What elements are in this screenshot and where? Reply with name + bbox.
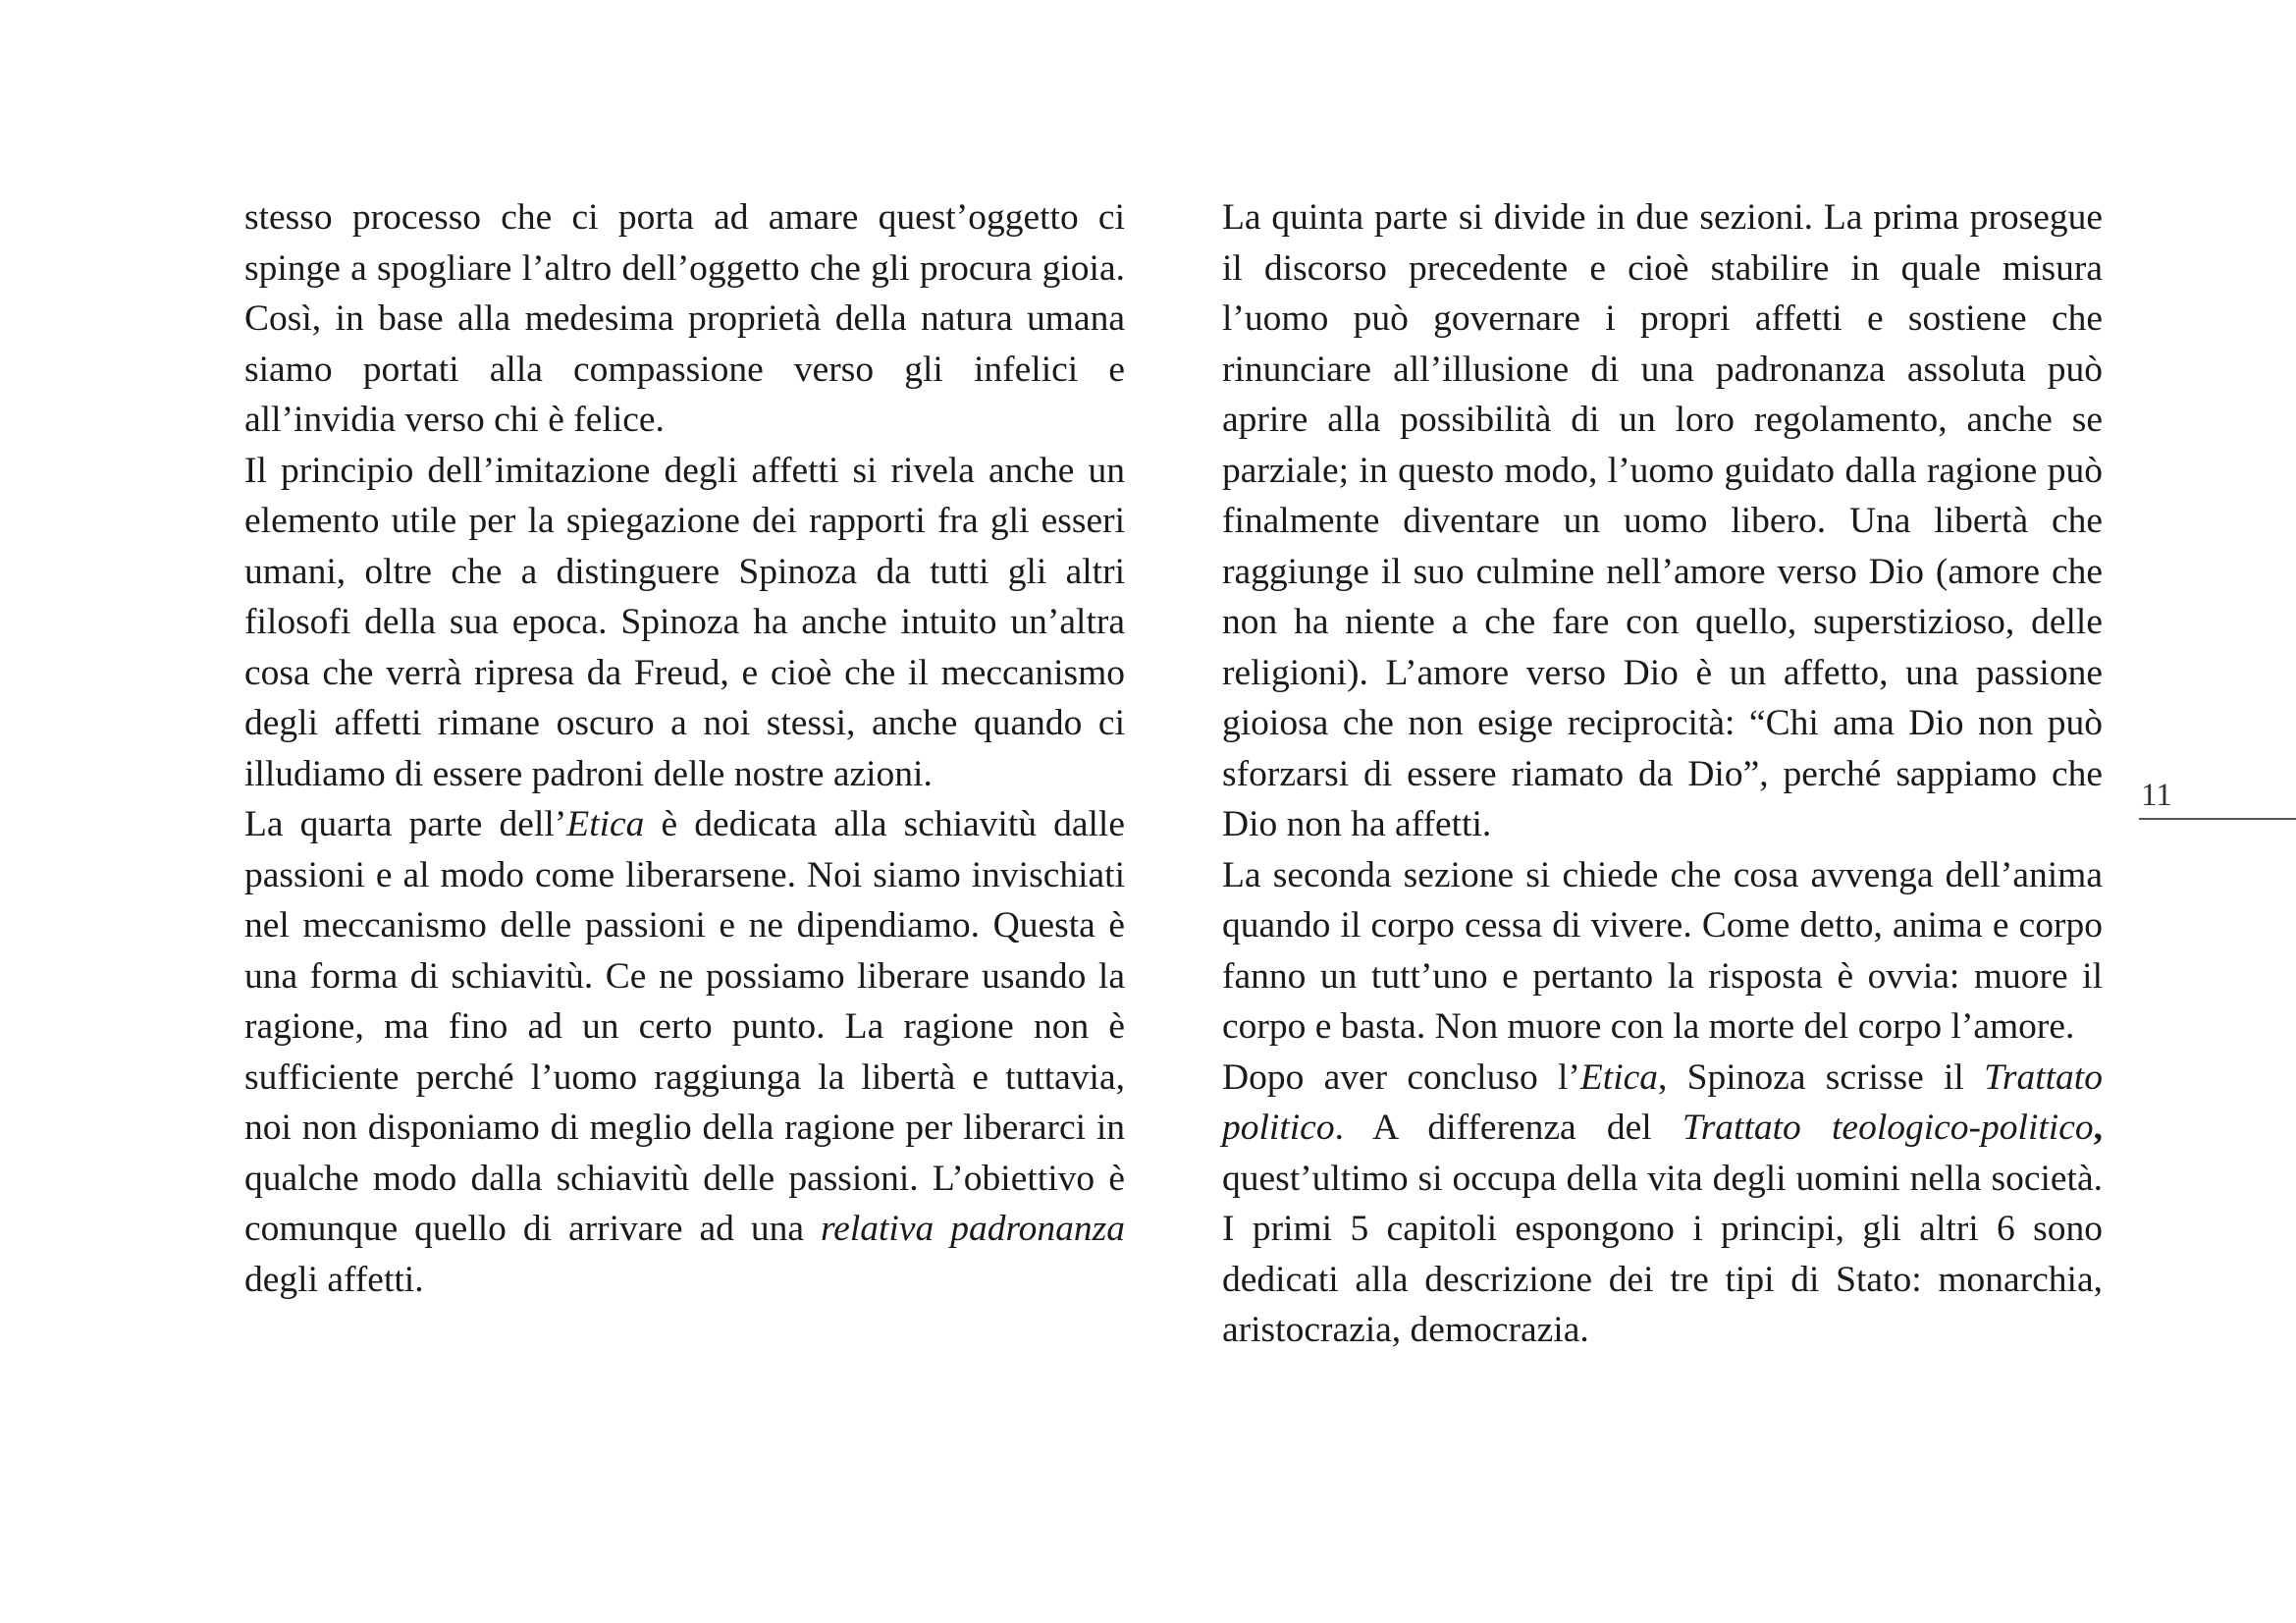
paragraph [1222,1053,2103,1356]
left-column [244,192,1125,1305]
italic-title: Trattato politico [1222,1056,2103,1148]
text-run: , Spinoza scrisse il [1658,1056,1985,1098]
text-run: La quarta parte dell’ [244,804,567,844]
paragraph: La seconda sezione si chiede che cosa avvenga dell’anima quando il corpo cessa di vivere. Come detto, anima e corpo fanno un tutt’uno e pertanto la risposta è ovvia: muore il corpo e basta. Non muore con la morte del corpo l’amore. [1222,854,2103,1047]
bold-comma: , [2093,1108,2103,1148]
page-number: 11 [2141,778,2172,813]
italic-title: Trattato teologico-politico [1682,1108,2094,1148]
page-number-rule [2139,818,2296,820]
text-run: Dopo aver concluso l’ [1222,1056,1580,1098]
paragraph: stesso processo che ci porta ad amare quest’oggetto ci spinge a spogliare l’altro dell’oggetto che gli procura gioia. Così, in base alla medesima proprietà della natura umana siamo portati alla compassione verso gli infelici e all’invidia verso chi è felice. [244,197,1125,440]
text-run: è dedicata alla schiavitù dalle passioni e al modo come liberarsene. Noi siamo invischiati nel meccanismo delle passioni e ne dipendiamo. Questa è una forma di schiavitù. Ce ne possiamo liberare usando la ragione, ma fino ad un certo punto. La ragione non è sufficiente perché l’uomo raggiunga la libertà e tuttavia, noi non disponiamo di meglio della ragione per liberarci in qualche modo dalla schiavitù delle passioni. L’obiettivo è comunque quello di arrivare ad una [244,804,1125,1249]
paragraph: La quinta parte si divide in due sezioni. La prima prosegue il discorso precedente e cioè stabilire in quale misura l’uomo può governare i propri affetti e sostiene che rinunciare all’illusione di una padronanza assoluta può aprire alla possibilità di un loro regolamento, anche se parziale; in questo modo, l’uomo guidato dalla ragione può finalmente diventare un uomo libero. Una libertà che raggiunge il suo culmine nell’amore verso Dio (amore che non ha niente a che fare con quello, superstizioso, delle religioni). L’amore verso Dio è un affetto, una passione gioiosa che non esige reciprocità: “Chi ama Dio non può sforzarsi di essere riamato da Dio”, perché sappiamo che Dio non ha affetti. [1222,197,2103,844]
italic-title: Etica [566,804,645,844]
italic-title: Etica [1579,1056,1659,1098]
text-run: degli affetti. [244,1259,424,1300]
text-run: . A differenza del [1334,1108,1682,1148]
text-run: quest’ultimo si occupa della vita degli uomini nella società. I primi 5 capitoli espongono i principi, gli altri 6 sono dedicati alla descrizione dei tre tipi di Stato: monarchia, aristocrazia, democrazia. [1222,1158,2103,1350]
paragraph: Il principio dell’imitazione degli affetti si rivela anche un elemento utile per la spiegazione dei rapporti fra gli esseri umani, oltre che a distinguere Spinoza da tutti gli altri filosofi della sua epoca. Spinoza ha anche intuito un’altra cosa che verrà ripresa da Freud, e cioè che il meccanismo degli affetti rimane oscuro a noi stessi, anche quando ci illudiamo di essere padroni delle nostre azioni. [244,450,1125,794]
right-column [1222,192,2103,1356]
italic-phrase: relativa padronanza [820,1209,1125,1249]
paragraph [244,799,1125,1305]
